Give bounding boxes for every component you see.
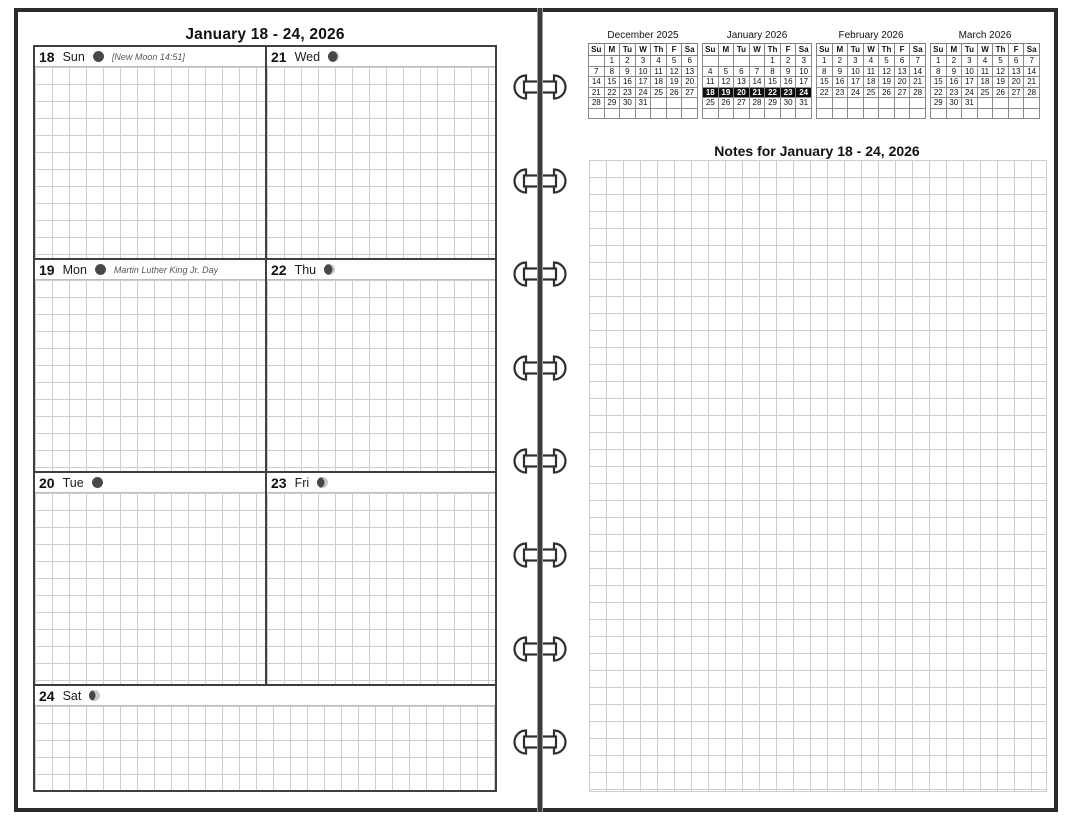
day-header-tue [35, 473, 265, 493]
mini-calendar-date-cell: 19 [718, 87, 734, 98]
day-number: 18 [39, 48, 55, 65]
day-cell-sun [35, 47, 267, 258]
notes-writing-grid [589, 160, 1047, 792]
day-name: Fri [294, 475, 310, 490]
day-note: Martin Luther King Jr. Day [113, 264, 219, 275]
mini-calendar-date-cell: 24 [635, 87, 651, 98]
mini-calendar-date-cell: 14 [749, 77, 765, 88]
mini-calendar-weekday-header: Th [993, 44, 1009, 56]
mini-calendar-date-cell: 9 [946, 66, 962, 77]
mini-calendar-date-cell: 13 [1008, 66, 1024, 77]
mini-calendar-date-cell: 8 [931, 66, 947, 77]
mini-calendar-date-cell: 18 [651, 77, 667, 88]
mini-calendar-date-cell: 18 [703, 87, 719, 98]
mini-calendar-date-cell: 30 [780, 98, 796, 109]
mini-calendar-weekday-header: Sa [682, 44, 698, 56]
mini-calendar-date-cell: 25 [863, 87, 879, 98]
mini-calendar-date-cell [749, 108, 765, 119]
day-header-fri [267, 473, 495, 493]
moon-phase-icon [93, 51, 104, 62]
mini-calendar-date-cell: 1 [765, 56, 781, 67]
mini-calendar-date-cell: 9 [832, 66, 848, 77]
mini-calendar-date-cell: 12 [666, 66, 682, 77]
mini-calendar [930, 30, 1040, 119]
mini-calendar-date-cell: 6 [734, 66, 750, 77]
day-row-sat [35, 686, 495, 790]
day-number: 23 [271, 474, 287, 491]
moon-phase-icon [92, 477, 103, 488]
mini-calendar-date-cell [832, 98, 848, 109]
mini-calendar-date-cell [817, 98, 833, 109]
mini-calendar-date-cell: 5 [666, 56, 682, 67]
mini-calendar-date-cell [651, 108, 667, 119]
mini-calendar [702, 30, 812, 119]
mini-calendars [588, 30, 1040, 119]
mini-calendar-date-cell: 14 [589, 77, 605, 88]
mini-calendar-date-cell [703, 108, 719, 119]
mini-calendar-date-cell [894, 98, 910, 109]
mini-calendar [588, 30, 698, 119]
day-number: 19 [39, 261, 55, 278]
mini-calendar-date-cell: 23 [780, 87, 796, 98]
mini-calendar-date-cell: 20 [734, 87, 750, 98]
mini-calendar-date-cell [910, 98, 926, 109]
mini-calendar-date-cell: 13 [734, 77, 750, 88]
mini-calendar-date-cell: 11 [703, 77, 719, 88]
day-name: Wed [294, 49, 321, 64]
mini-calendar-date-cell: 30 [946, 98, 962, 109]
mini-calendar-date-cell [666, 108, 682, 119]
mini-calendar-weekday-header: W [863, 44, 879, 56]
mini-calendar-weekday-header: M [832, 44, 848, 56]
mini-calendar-weekday-header: Su [931, 44, 947, 56]
mini-calendar-date-cell: 27 [894, 87, 910, 98]
mini-calendar-date-cell [651, 98, 667, 109]
day-writing-grid [267, 67, 495, 258]
mini-calendar-date-cell: 11 [651, 66, 667, 77]
mini-calendar-weekday-header: Th [879, 44, 895, 56]
day-header-wed [267, 47, 495, 67]
mini-calendar-date-cell: 12 [718, 77, 734, 88]
mini-calendar-date-cell: 1 [604, 56, 620, 67]
day-writing-grid [35, 493, 265, 684]
mini-calendar-date-cell: 25 [651, 87, 667, 98]
mini-calendar-date-cell: 15 [817, 77, 833, 88]
day-number: 24 [39, 687, 55, 704]
mini-calendar-date-cell: 15 [604, 77, 620, 88]
mini-calendar-date-cell: 25 [977, 87, 993, 98]
mini-calendar-date-cell: 12 [993, 66, 1009, 77]
mini-calendar-date-cell: 16 [946, 77, 962, 88]
mini-calendar-date-cell [734, 108, 750, 119]
day-writing-grid [35, 67, 265, 258]
mini-calendar-date-cell: 7 [910, 56, 926, 67]
mini-calendar-date-cell: 21 [910, 77, 926, 88]
mini-calendar-date-cell: 7 [749, 66, 765, 77]
mini-calendar-date-cell: 26 [879, 87, 895, 98]
mini-calendar-date-cell: 25 [703, 98, 719, 109]
day-writing-grid [267, 493, 495, 684]
mini-calendar-date-cell [832, 108, 848, 119]
mini-calendar-date-cell: 16 [832, 77, 848, 88]
day-header-sat [35, 686, 495, 706]
mini-calendar-date-cell: 4 [863, 56, 879, 67]
day-note: [New Moon 14:51] [111, 51, 185, 62]
mini-calendar-date-cell: 23 [620, 87, 636, 98]
mini-calendar-date-cell: 10 [962, 66, 978, 77]
mini-calendar-date-cell: 31 [635, 98, 651, 109]
mini-calendar-date-cell: 27 [682, 87, 698, 98]
day-header-sun [35, 47, 265, 67]
day-name: Thu [294, 262, 317, 277]
mini-calendar-date-cell [718, 108, 734, 119]
mini-calendar-date-cell: 22 [817, 87, 833, 98]
moon-phase-icon [95, 264, 106, 275]
mini-calendar-date-cell [848, 98, 864, 109]
day-row-tue-fri [35, 473, 495, 686]
mini-calendar-date-cell: 30 [620, 98, 636, 109]
mini-calendar-weekday-header: Sa [910, 44, 926, 56]
mini-calendar-date-cell [589, 56, 605, 67]
mini-calendar-date-cell: 24 [796, 87, 812, 98]
mini-calendar-weekday-header: Su [703, 44, 719, 56]
mini-calendar-date-cell [894, 108, 910, 119]
mini-calendar-date-cell: 16 [620, 77, 636, 88]
mini-calendar-weekday-header: Tu [734, 44, 750, 56]
mini-calendar-date-cell: 19 [993, 77, 1009, 88]
day-cell-tue [35, 473, 267, 684]
mini-calendar-date-cell [1008, 98, 1024, 109]
mini-calendar-date-cell: 7 [1024, 56, 1040, 67]
mini-calendar-title: March 2026 [958, 30, 1012, 41]
mini-calendar-date-cell [780, 108, 796, 119]
mini-calendar-date-cell: 21 [589, 87, 605, 98]
day-name: Mon [62, 262, 87, 277]
mini-calendar-date-cell: 13 [682, 66, 698, 77]
mini-calendar-date-cell: 28 [589, 98, 605, 109]
mini-calendar-date-cell: 13 [894, 66, 910, 77]
day-cell-fri [267, 473, 495, 684]
week-title: January 18 - 24, 2026 [185, 26, 345, 43]
mini-calendar-date-cell: 15 [765, 77, 781, 88]
moon-phase-icon [317, 477, 328, 488]
mini-calendar-date-cell [703, 56, 719, 67]
mini-calendar-date-cell [993, 98, 1009, 109]
mini-calendar-date-cell: 19 [666, 77, 682, 88]
mini-calendar-date-cell: 4 [651, 56, 667, 67]
mini-calendar-date-cell: 3 [635, 56, 651, 67]
day-header-thu [267, 260, 495, 280]
mini-calendar-date-cell [734, 56, 750, 67]
mini-calendar-date-cell [946, 108, 962, 119]
mini-calendar-date-cell: 7 [589, 66, 605, 77]
mini-calendar-weekday-header: Su [589, 44, 605, 56]
mini-calendar-date-cell: 28 [910, 87, 926, 98]
mini-calendar-date-cell: 21 [1024, 77, 1040, 88]
mini-calendar-date-cell: 5 [993, 56, 1009, 67]
mini-calendar-weekday-header: W [977, 44, 993, 56]
mini-calendar-date-cell: 6 [894, 56, 910, 67]
mini-calendar-date-cell [863, 98, 879, 109]
mini-calendar-date-cell: 26 [993, 87, 1009, 98]
mini-calendar-date-cell: 4 [703, 66, 719, 77]
mini-calendar-date-cell [682, 108, 698, 119]
day-cell-sat [35, 686, 495, 790]
day-cell-mon [35, 260, 267, 471]
mini-calendar-date-cell: 22 [765, 87, 781, 98]
mini-calendar-date-cell: 28 [749, 98, 765, 109]
mini-calendar-date-cell: 18 [863, 77, 879, 88]
mini-calendar-date-cell: 26 [718, 98, 734, 109]
mini-calendar-date-cell: 11 [977, 66, 993, 77]
day-name: Sat [62, 688, 82, 703]
mini-calendar-date-cell: 5 [879, 56, 895, 67]
mini-calendar-date-cell: 2 [832, 56, 848, 67]
mini-calendar-date-cell: 14 [1024, 66, 1040, 77]
mini-calendar-date-cell [796, 108, 812, 119]
mini-calendar-date-cell: 17 [635, 77, 651, 88]
mini-calendar-date-cell: 8 [765, 66, 781, 77]
mini-calendar-date-cell: 24 [962, 87, 978, 98]
mini-calendar-date-cell: 27 [1008, 87, 1024, 98]
mini-calendar-weekday-header: Tu [962, 44, 978, 56]
mini-calendar-date-cell [1008, 108, 1024, 119]
day-writing-grid [35, 706, 495, 790]
mini-calendar-date-cell: 3 [848, 56, 864, 67]
mini-calendar-weekday-header: M [946, 44, 962, 56]
mini-calendar-weekday-header: Th [651, 44, 667, 56]
mini-calendar-date-cell [977, 98, 993, 109]
day-row-mon-thu [35, 260, 495, 473]
mini-calendar-date-cell: 20 [682, 77, 698, 88]
day-number: 20 [39, 474, 55, 491]
day-cell-wed [267, 47, 495, 258]
mini-calendar-title: December 2025 [607, 30, 679, 41]
mini-calendar-date-cell: 1 [931, 56, 947, 67]
mini-calendar-weekday-header: M [718, 44, 734, 56]
mini-calendar-date-cell: 10 [796, 66, 812, 77]
mini-calendar-date-cell: 16 [780, 77, 796, 88]
moon-phase-icon [324, 264, 335, 275]
mini-calendar-date-cell: 3 [796, 56, 812, 67]
mini-calendar-title: February 2026 [838, 30, 904, 41]
mini-calendar-date-cell [993, 108, 1009, 119]
mini-calendar-date-cell [848, 108, 864, 119]
mini-calendar-weekday-header: W [635, 44, 651, 56]
moon-phase-icon [89, 690, 100, 701]
mini-calendar-date-cell [749, 56, 765, 67]
mini-calendar-date-cell: 22 [931, 87, 947, 98]
mini-calendar-date-cell: 15 [931, 77, 947, 88]
mini-calendar-date-cell: 20 [1008, 77, 1024, 88]
mini-calendar-date-cell: 29 [765, 98, 781, 109]
mini-calendar-date-cell: 10 [848, 66, 864, 77]
mini-calendar-date-cell [817, 108, 833, 119]
mini-calendar-date-cell [977, 108, 993, 119]
mini-calendar-date-cell: 10 [635, 66, 651, 77]
mini-calendar-date-cell: 17 [848, 77, 864, 88]
mini-calendar-date-cell [863, 108, 879, 119]
mini-calendar-date-cell: 2 [946, 56, 962, 67]
mini-calendar-date-cell: 2 [780, 56, 796, 67]
mini-calendar-date-cell [765, 108, 781, 119]
day-number: 21 [271, 48, 287, 65]
day-name: Tue [62, 475, 84, 490]
mini-calendar-date-cell: 31 [962, 98, 978, 109]
mini-calendar-date-cell: 3 [962, 56, 978, 67]
mini-calendar-date-cell [589, 108, 605, 119]
mini-calendar-date-cell: 6 [682, 56, 698, 67]
mini-calendar-date-cell: 5 [718, 66, 734, 77]
moon-phase-icon [328, 51, 339, 62]
mini-calendar-date-cell [604, 108, 620, 119]
mini-calendar-date-cell: 8 [817, 66, 833, 77]
mini-calendar-date-cell: 4 [977, 56, 993, 67]
mini-calendar-weekday-header: Su [817, 44, 833, 56]
mini-calendar-weekday-header: Sa [1024, 44, 1040, 56]
mini-calendar-date-cell: 27 [734, 98, 750, 109]
day-header-mon [35, 260, 265, 280]
mini-calendar-date-cell [879, 98, 895, 109]
day-writing-grid [35, 280, 265, 471]
mini-calendar-date-cell: 6 [1008, 56, 1024, 67]
mini-calendar-weekday-header: Tu [620, 44, 636, 56]
notes-title: Notes for January 18 - 24, 2026 [714, 143, 920, 159]
mini-calendar-date-cell: 19 [879, 77, 895, 88]
mini-calendar-date-cell: 12 [879, 66, 895, 77]
binder-spine [537, 8, 543, 812]
mini-calendar-weekday-header: F [666, 44, 682, 56]
mini-calendar-date-cell: 28 [1024, 87, 1040, 98]
mini-calendar-date-cell: 2 [620, 56, 636, 67]
mini-calendar-date-cell: 29 [604, 98, 620, 109]
mini-calendar-weekday-header: F [894, 44, 910, 56]
week-day-table [33, 45, 497, 792]
mini-calendar-date-cell: 21 [749, 87, 765, 98]
mini-calendar-date-cell [910, 108, 926, 119]
mini-calendar-weekday-header: Sa [796, 44, 812, 56]
mini-calendar-date-cell: 9 [780, 66, 796, 77]
mini-calendar-date-cell: 22 [604, 87, 620, 98]
mini-calendar-date-cell: 11 [863, 66, 879, 77]
mini-calendar-date-cell: 26 [666, 87, 682, 98]
day-row-sun-wed [35, 47, 495, 260]
mini-calendar-date-cell [879, 108, 895, 119]
mini-calendar-date-cell: 23 [946, 87, 962, 98]
mini-calendar [816, 30, 926, 119]
mini-calendar-date-cell [1024, 108, 1040, 119]
mini-calendar-date-cell: 17 [796, 77, 812, 88]
day-cell-thu [267, 260, 495, 471]
mini-calendar-date-cell: 1 [817, 56, 833, 67]
day-writing-grid [267, 280, 495, 471]
mini-calendar-date-cell: 23 [832, 87, 848, 98]
mini-calendar-date-cell [718, 56, 734, 67]
mini-calendar-weekday-header: Th [765, 44, 781, 56]
mini-calendar-date-cell: 14 [910, 66, 926, 77]
mini-calendar-weekday-header: F [780, 44, 796, 56]
mini-calendar-date-cell: 29 [931, 98, 947, 109]
mini-calendar-date-cell: 18 [977, 77, 993, 88]
mini-calendar-date-cell: 20 [894, 77, 910, 88]
mini-calendar-weekday-header: M [604, 44, 620, 56]
mini-calendar-title: January 2026 [726, 30, 788, 41]
day-number: 22 [271, 261, 287, 278]
mini-calendar-weekday-header: Tu [848, 44, 864, 56]
mini-calendar-date-cell [1024, 98, 1040, 109]
mini-calendar-date-cell [962, 108, 978, 119]
mini-calendar-date-cell: 17 [962, 77, 978, 88]
mini-calendar-date-cell [666, 98, 682, 109]
mini-calendar-date-cell [620, 108, 636, 119]
day-name: Sun [62, 49, 85, 64]
mini-calendar-date-cell: 24 [848, 87, 864, 98]
mini-calendar-date-cell [931, 108, 947, 119]
mini-calendar-date-cell: 31 [796, 98, 812, 109]
mini-calendar-date-cell [635, 108, 651, 119]
mini-calendar-weekday-header: F [1008, 44, 1024, 56]
mini-calendar-date-cell: 8 [604, 66, 620, 77]
mini-calendar-weekday-header: W [749, 44, 765, 56]
mini-calendar-date-cell [682, 98, 698, 109]
mini-calendar-date-cell: 9 [620, 66, 636, 77]
